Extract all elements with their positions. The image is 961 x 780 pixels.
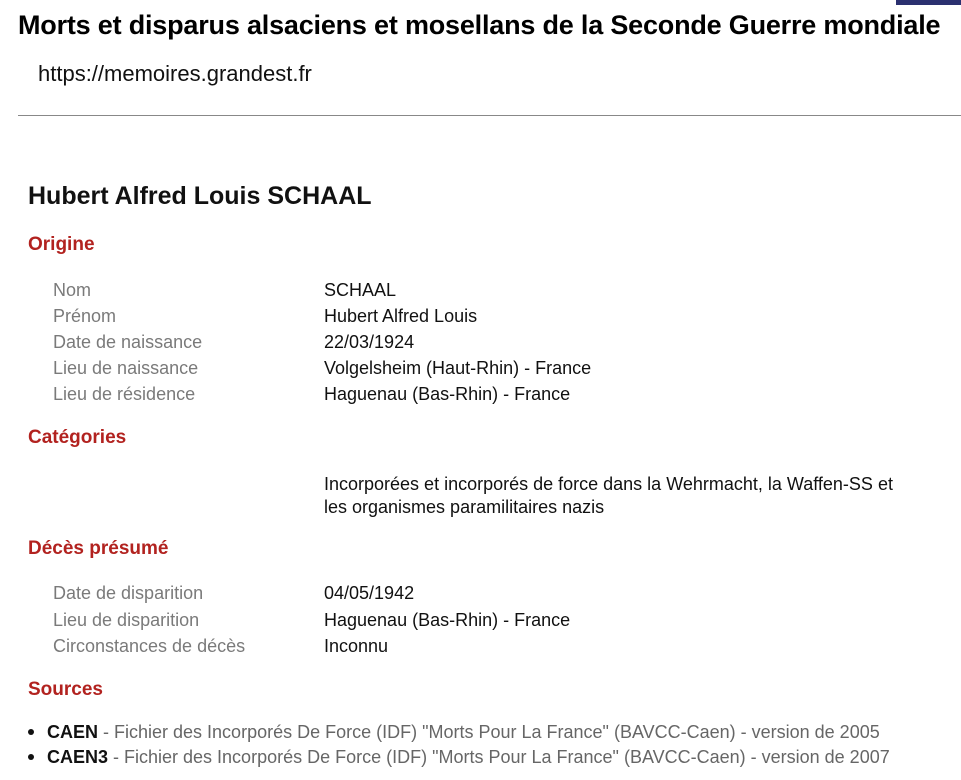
section-heading-sources: Sources <box>28 679 103 700</box>
source-separator: - <box>98 722 115 742</box>
section-heading-categories: Catégories <box>28 427 127 448</box>
field-label-date-naissance: Date de naissance <box>53 332 203 352</box>
header-divider <box>18 115 961 116</box>
section-heading-deces: Décès présumé <box>28 538 169 559</box>
field-value-nom: SCHAAL <box>324 280 397 300</box>
source-code: CAEN3 <box>47 747 109 767</box>
field-label-prenom: Prénom <box>53 306 117 326</box>
field-value-lieu-residence: Haguenau (Bas-Rhin) - France <box>324 384 571 404</box>
bullet-icon <box>28 754 34 760</box>
field-label-date-disparition: Date de disparition <box>53 583 204 603</box>
source-separator: - <box>108 747 125 767</box>
person-name: Hubert Alfred Louis SCHAAL <box>28 182 372 210</box>
field-label-lieu-disparition: Lieu de disparition <box>53 610 200 630</box>
site-url-link[interactable]: https://memoires.grandest.fr <box>38 61 312 86</box>
corner-accent-bar <box>896 0 961 5</box>
field-label-lieu-naissance: Lieu de naissance <box>53 358 199 378</box>
bullet-icon <box>28 729 34 735</box>
source-description: Fichier des Incorporés De Force (IDF) "Morts Pour La France" (BAVCC-Caen) - version de 2005 <box>114 722 880 742</box>
category-value: Incorporées et incorporés de force dans la Wehrmacht, la Waffen-SS et les organismes paramilitaires nazis <box>324 474 893 517</box>
field-value-circonstances: Inconnu <box>324 636 389 656</box>
field-label-nom: Nom <box>53 280 92 300</box>
field-value-lieu-disparition: Haguenau (Bas-Rhin) - France <box>324 610 571 630</box>
section-heading-origine: Origine <box>28 234 95 255</box>
field-value-date-naissance: 22/03/1924 <box>324 332 415 352</box>
site-title: Morts et disparus alsaciens et mosellans de la Seconde Guerre mondiale <box>18 10 941 40</box>
field-label-lieu-residence: Lieu de résidence <box>53 384 196 404</box>
field-value-prenom: Hubert Alfred Louis <box>324 306 478 326</box>
field-value-lieu-naissance: Volgelsheim (Haut-Rhin) - France <box>324 358 592 378</box>
field-value-date-disparition: 04/05/1942 <box>324 583 415 603</box>
source-item <box>28 747 890 768</box>
source-item <box>28 722 880 743</box>
source-description: Fichier des Incorporés De Force (IDF) "Morts Pour La France" (BAVCC-Caen) - version de 2007 <box>124 747 890 767</box>
field-label-circonstances: Circonstances de décès <box>53 636 246 656</box>
source-code: CAEN <box>47 722 99 742</box>
